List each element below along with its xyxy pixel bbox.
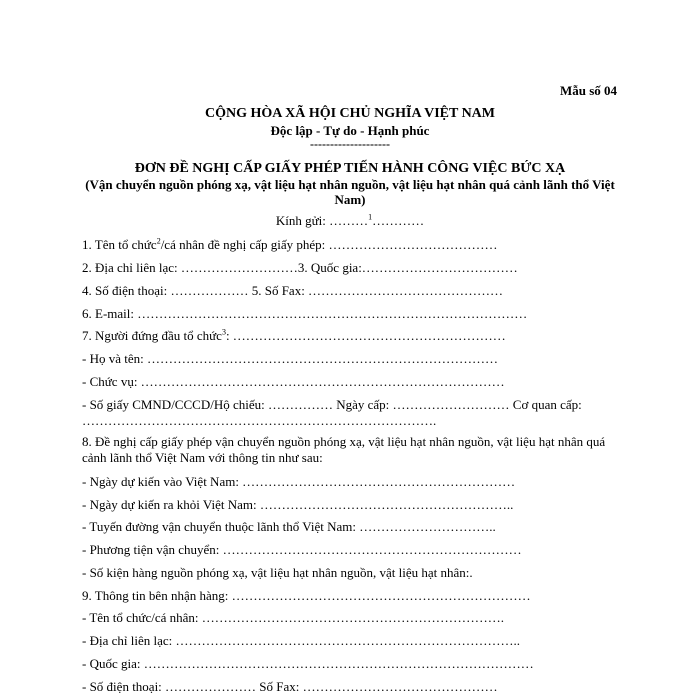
field-packages: - Số kiện hàng nguồn phóng xạ, vật liệu hạt nhân nguồn, vật liệu hạt nhân:.	[82, 565, 473, 580]
field-6-email: 6. E-mail: ………………………………………………………………………………	[82, 306, 528, 321]
field-vehicle: - Phương tiện vận chuyển: ……………………………………………………………	[82, 542, 522, 557]
national-title: CỘNG HÒA XÃ HỘI CHỦ NGHĨA VIỆT NAM	[204, 106, 495, 121]
field-id-continuation: ……………………………………………………………………….	[82, 413, 437, 428]
field-7-head-of-org	[82, 328, 506, 344]
form-number: Mẫu số 04	[559, 83, 617, 98]
recipient-prefix: Kính gửi: ………	[275, 213, 369, 228]
field-recipient-country: - Quốc gia: ………………………………………………………………………………	[82, 656, 534, 671]
field-9-recipient: 9. Thông tin bên nhận hàng: ……………………………………………………………	[82, 588, 531, 603]
header-separator: --------------------	[310, 137, 390, 151]
field-1-applicant	[82, 237, 498, 253]
field-route: - Tuyến đường vận chuyển thuộc lãnh thổ Việt Nam: …………………………..	[82, 519, 496, 534]
field-recipient-phone-fax: - Số điện thoại: ………………… Số Fax: ………………………………………	[82, 679, 498, 694]
field-full-name: - Họ và tên: ………………………………………………………………………	[82, 351, 498, 366]
field-7-label: 7. Người đứng đầu tổ chức	[82, 328, 222, 343]
recipient-line	[0, 213, 700, 229]
field-4-phone-fax: 4. Số điện thoại: ……………… 5. Số Fax: ………………………………………	[82, 283, 504, 298]
field-position: - Chức vụ: …………………………………………………………………………	[82, 374, 505, 389]
field-1-rest: /cá nhân đề nghị cấp giấy phép: …………………………………	[160, 237, 498, 252]
field-2-address-country: 2. Địa chỉ liên lạc: ………………………3. Quốc gia:………………………………	[82, 260, 518, 275]
national-motto: Độc lập - Tự do - Hạnh phúc	[270, 123, 430, 138]
field-id-document: - Số giấy CMND/CCCD/Hộ chiếu: …………… Ngày cấp: ……………………… Cơ quan cấp:	[82, 397, 582, 412]
field-recipient-org: - Tên tổ chức/cá nhân: …………………………………………………………….	[82, 610, 505, 625]
field-7-rest: : ………………………………………………………	[225, 328, 506, 343]
field-exit-date: - Ngày dự kiến ra khỏi Việt Nam: …………………………………………………..	[82, 497, 514, 512]
footnote-3: 3	[221, 327, 226, 337]
footnote-1: 1	[368, 212, 373, 222]
field-recipient-address: - Địa chỉ liên lạc: ……………………………………………………………………..	[82, 633, 520, 648]
field-8-request: 8. Đề nghị cấp giấy phép vận chuyển nguồn phóng xạ, vật liệu hạt nhân nguồn, vật liệu hạt nhân quá cảnh lãnh thổ Việt Nam với thông tin như sau:	[82, 434, 606, 465]
document-subtitle: (Vận chuyển nguồn phóng xạ, vật liệu hạt nhân nguồn, vật liệu hạt nhân quá cảnh lãnh thổ Việt Nam)	[85, 177, 615, 207]
footnote-2: 2	[156, 236, 161, 246]
recipient-suffix: …………	[372, 213, 425, 228]
field-entry-date: - Ngày dự kiến vào Việt Nam: ………………………………………………………	[82, 474, 516, 489]
field-1-label: 1. Tên tổ chức	[82, 237, 157, 252]
document-title: ĐƠN ĐỀ NGHỊ CẤP GIẤY PHÉP TIẾN HÀNH CÔNG VIỆC BỨC XẠ	[134, 161, 566, 176]
